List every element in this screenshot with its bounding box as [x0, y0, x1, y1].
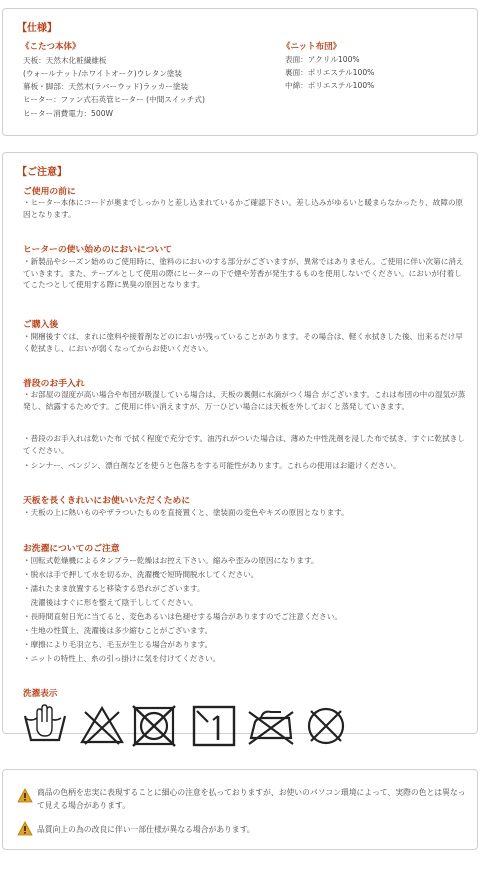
section-heading: 天板を長くきれいにお使いいただくために — [23, 496, 191, 506]
spec-panel — [2, 8, 478, 136]
kotatsu-line: 天板：天然木化粧繊維板 — [23, 56, 107, 65]
kotatsu-line: ヒーター消費電力：500W — [23, 109, 114, 118]
kotatsu-line: (ウォールナット/ホワイトオーク)ウレタン塗装 — [23, 69, 182, 78]
section-heading: 普段のお手入れ — [23, 379, 85, 389]
disclaimer-panel — [2, 769, 478, 850]
section-paragraph: ・普段のお手入れは乾いた布 で拭く程度で充分です。油汚れがついた場合は、薄めた中性洗剤を浸した布で拭き、すぐに乾拭きしてください。 — [23, 434, 465, 455]
section-paragraph: ・お部屋の湿度が高い場合や布団が吸湿している場合は、天板の裏側に水滴がつく場合 がございます。これは布団の中の湿気が蒸発し、結露するためです。ご使用に伴い消えますが、万一ひどい場合には天板を外しておくと蒸発していきます。 — [23, 390, 466, 411]
section-paragraph: ・濡れたまま放置すると移染する恐れがございます。 — [23, 584, 205, 593]
knit-line: 表面：アクリル100% — [285, 55, 360, 64]
kotatsu-line: 幕板・脚部：天然木(ラバーウッド)ラッカー塗装 — [23, 82, 189, 91]
section-heading: お洗濯についてのご注意 — [23, 544, 120, 554]
warning-icon — [17, 821, 33, 836]
section-paragraph: ・回転式乾燥機によるタンブラー乾燥はお控え下さい。縮みや歪みの原因になります。 — [23, 556, 319, 565]
spec-title: 【仕様】 — [17, 23, 57, 34]
section-paragraph: ・開梱後すぐは、まれに塗料や接着剤などのにおいが残っていることがあります。その場合は、軽く水拭きした後、出来るだけ早く乾拭きし、においが弱くなってからお使いください。 — [23, 332, 463, 353]
section-paragraph: ・長時間直射日光に当てると、変色あるいは色褪せする場合がありますのでご注意ください。 — [23, 612, 342, 621]
section-paragraph: 洗濯後はすぐに形を整えて陰干ししてください。 — [23, 598, 198, 607]
knit-line: 中綿：ポリエステル100% — [285, 81, 375, 90]
section-paragraph: ・生地の性質上、洗濯後は多少縮むことがございます。 — [23, 626, 213, 635]
section-paragraph: ・シンナー、ベンジン、漂白剤などを使うと色落ちをする可能性があります。これらの使用はお避けください。 — [23, 461, 401, 470]
disclaimer-text: 品質向上の為の改良に伴い一部仕様が異なる場合があります。 — [37, 825, 255, 834]
section-paragraph: ・天板の上に熱いものやザラついたものを直接置くと、塗装面の変色やキズの原因となります。 — [23, 508, 349, 517]
section-heading: ご使用の前に — [23, 187, 76, 197]
no-bleach-icon — [79, 704, 125, 746]
no-iron-icon — [245, 704, 297, 748]
hand-wash-icon — [23, 704, 67, 746]
knit-heading: 《ニット布団》 — [282, 42, 342, 52]
section-heading: ヒーターの使い始めのにおいについて — [23, 245, 173, 255]
notes-title: 【ご注意】 — [17, 167, 67, 178]
knit-line: 裏面：ポリエステル100% — [285, 68, 375, 77]
kotatsu-heading: 《こたつ本体》 — [21, 42, 81, 52]
section-paragraph: ・脱水は手で押して水を切るか、洗濯機で短時間脱水してください。 — [23, 570, 259, 579]
section-heading: ご購入後 — [23, 320, 59, 330]
warning-icon — [17, 788, 33, 803]
disclaimer-text: 商品の色柄を忠実に表現することに細心の注意を払っておりますが、お使いのパソコン環境によって、実際の色とは異なって見える場合があります。 — [37, 788, 466, 810]
section-paragraph: ・ヒーター本体にコードが奥までしっかりと差し込まれているかご確認下さい。差し込みがゆるいと暖まらなかったり、故障の原因となります。 — [23, 198, 464, 219]
kotatsu-line: ヒーター：ファン式石英管ヒーター (中間スイッチ式) — [23, 95, 205, 104]
section-paragraph: ・新製品やシーズン始めのご使用時に、塗料のにおいのする部分がございますが、異常ではありません。ご使用に伴い次第に消えていきます。また、テーブルとして使用の際にヒーターの下で煙や芳香が発生するものを使用しないでください。においが付着してこたつとして使用する際に異臭の原因となります。 — [23, 257, 464, 289]
no-tumble-dry-icon — [131, 704, 177, 748]
no-dry-clean-icon — [303, 704, 349, 748]
care-label-heading: 洗濯表示 — [23, 689, 58, 699]
section-paragraph: ・ニットの特性上、糸の引っ掛けに気を付けてください。 — [23, 654, 221, 663]
notes-panel — [2, 152, 478, 734]
line-dry-icon — [191, 704, 237, 748]
section-paragraph: ・摩擦により毛羽立ち、毛玉が生じる場合があります。 — [23, 640, 213, 649]
